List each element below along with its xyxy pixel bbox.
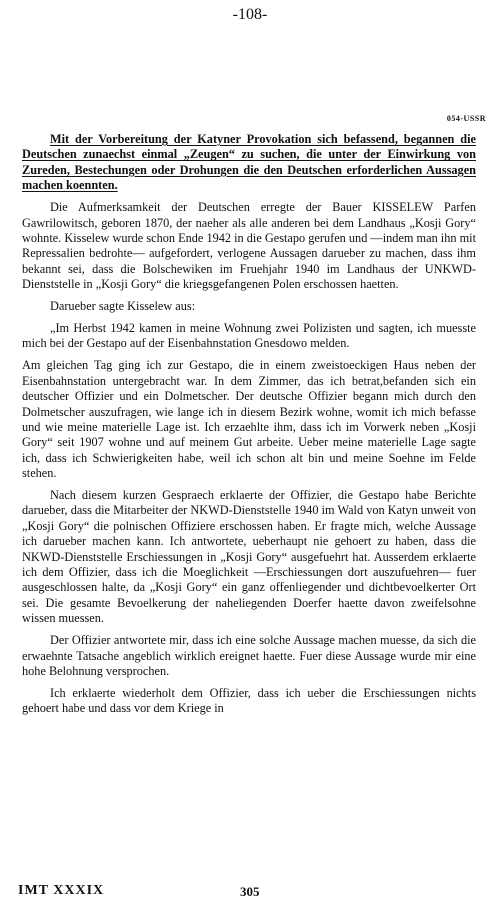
paragraph: Am gleichen Tag ging ich zur Gestapo, die in einem zweistoeckigen Haus neben der Eisenbahnstation untergebracht war. In dem Zimmer, das ich betrat,befanden sich ein deutscher Offizier und ein Dolmetscher. Der deutsche Offizier begann mich durch den Dolmetscher auszufragen, wie lange ich in diesem Bezirk wohne, womit ich mich befasse und wie meine materielle Lage ist. Ich erzaehlte ihm, dass ich im Vorwerk neben „Kosji Gory“ seit 1907 wohne und auf meinem Gut arbeite. Ueber meine materielle Lage sagte ich, dass ich Schwierigkeiten habe, weil ich schon alt bin und meine Soehne im Felde stehen. — [22, 358, 476, 481]
footer-page-number: 305 — [240, 884, 260, 899]
paragraph: Nach diesem kurzen Gespraech erklaerte der Offizier, die Gestapo habe Berichte darueber, dass die Mitarbeiter der NKWD-Dienststelle 1940 im Wald von Katyn unweit von „Kosji Gory“ die polnischen Offiziere erschossen haben. Er fragte mich, welche Aussage ich darueber machen kann. Ich antwortete, ueberhaupt nie gehoert zu haben, dass die NKWD-Dienststelle Erschiessungen in „Kosji Gory“ ausgefuehrt hat. Ausserdem erklaerte ich dem Offizier, dass ich die Moeglichkeit —Erschiessungen dort auszufuehren— fuer ausgeschlossen halte, da „Kosji Gory“ ein ganz offenliegender und dichtbevoelkerter Ort sei. Die gesamte Bevoelkerung der naheliegenden Doerfer haette davon zweifelsohne wissen muessen. — [22, 488, 476, 626]
paragraph: „Im Herbst 1942 kamen in meine Wohnung zwei Polizisten und sagten, ich muesste mich bei der Gestapo auf der Eisenbahnstation Gnesdowo melden. — [22, 320, 476, 351]
footer-volume: IMT XXXIX — [18, 883, 105, 898]
paragraph-intro-underlined: Mit der Vorbereitung der Katyner Provokation sich befassend, begannen die Deutschen zunaechst einmal „Zeugen“ zu suchen, die unter der Einwirkung von Zureden, Bestechungen oder Drohungen die den Deutschen erforderlichen Aussagen machen koennten. — [22, 132, 476, 193]
document-reference: 054-USSR — [446, 114, 486, 123]
paragraph: Die Aufmerksamkeit der Deutschen erregte der Bauer KISSELEW Parfen Gawrilowitsch, geboren 1870, der naeher als alle anderen bei dem Landhaus „Kosji Gory“ wohnte. Kisselew wurde schon Ende 1942 in die Gestapo gerufen und —indem man ihn mit Repressalien bedrohte— aufgefordert, verlogene Aussagen darueber zu machen, dass ihm bekannt sei, dass die Bolschewiken im Fruehjahr 1940 im Landhaus der UNKWD-Dienststelle in „Kosji Gory“ die kriegsgefangenen Polen erschossen haetten. — [22, 200, 476, 292]
paragraph: Der Offizier antwortete mir, dass ich eine solche Aussage machen muesse, da sich die erwaehnte Tatsache angeblich wirklich ereignet haette. Fuer diese Aussage wurde mir eine hohe Belohnung versprochen. — [22, 633, 476, 678]
paragraph: Darueber sagte Kisselew aus: — [50, 299, 196, 314]
document-body — [22, 132, 476, 723]
paragraph: Ich erklaerte wiederholt dem Offizier, dass ich ueber die Erschiessungen nichts gehoert habe und dass vor dem Kriege in — [22, 685, 476, 716]
page-number-header: -108- — [232, 6, 268, 23]
